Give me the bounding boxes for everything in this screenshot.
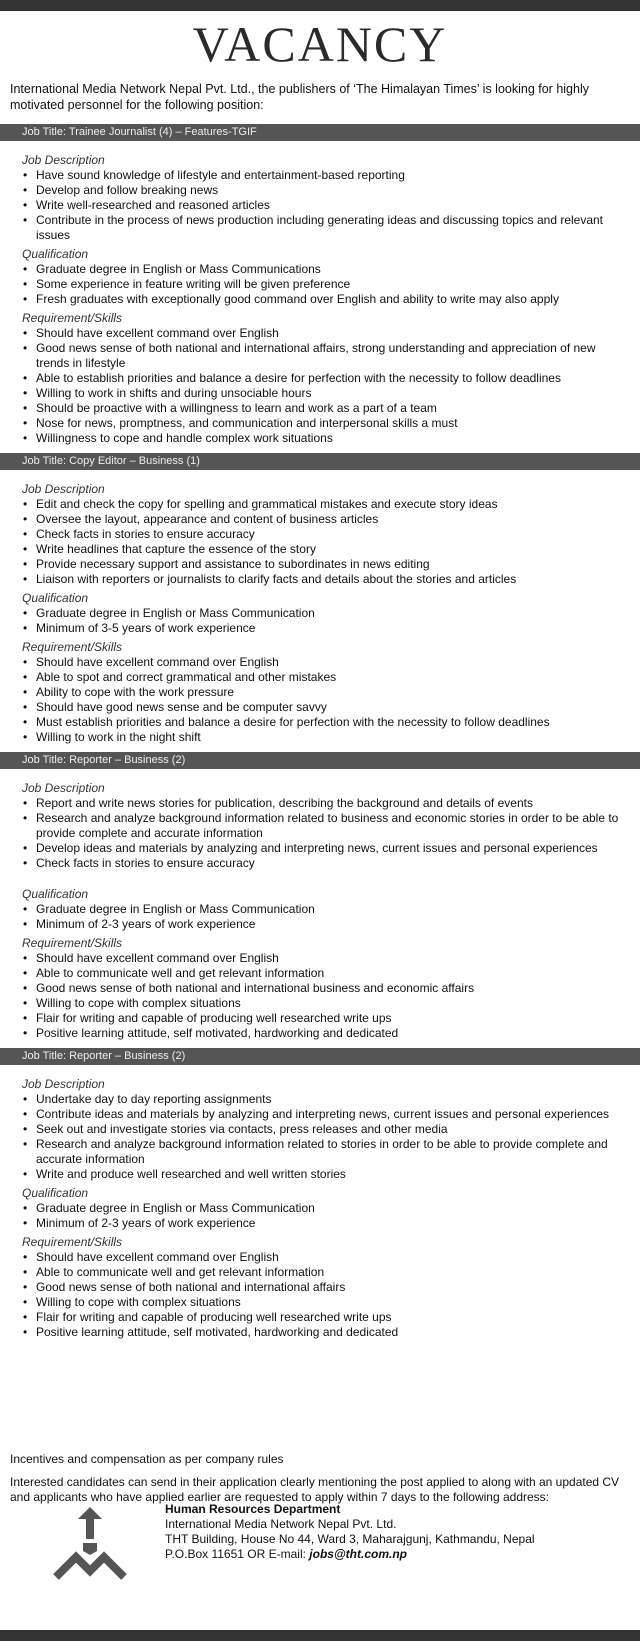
block-label: Qualification xyxy=(22,1186,89,1200)
list-item: • Good news sense of both national and international business and economic affairs xyxy=(36,981,630,996)
list-item: • Should have excellent command over English xyxy=(36,326,630,341)
list-item: • Graduate degree in English or Mass Communication xyxy=(36,1201,630,1216)
list-item: • Should have excellent command over English xyxy=(36,951,630,966)
job-section-body xyxy=(0,141,640,452)
job-sections xyxy=(0,123,640,1346)
list-item: • Contribute ideas and materials by analyzing and interpreting news, current issues and personal experiences xyxy=(36,1107,630,1122)
job-title-bar: Job Title: Copy Editor – Business (1) xyxy=(0,453,640,470)
bullet-list xyxy=(22,1092,630,1182)
list-item: • Minimum of 3-5 years of work experience xyxy=(36,621,630,636)
bullet-list xyxy=(22,606,630,636)
list-item: • Write well-researched and reasoned articles xyxy=(36,198,630,213)
block-label: Job Description xyxy=(22,482,105,496)
list-item: • Ability to cope with the work pressure xyxy=(36,685,630,700)
list-item: • Have sound knowledge of lifestyle and entertainment-based reporting xyxy=(36,168,630,183)
block-label: Qualification xyxy=(22,247,89,261)
block-label: Requirement/Skills xyxy=(22,1235,123,1249)
bullet-list xyxy=(22,796,630,871)
list-item: • Graduate degree in English or Mass Communications xyxy=(36,262,630,277)
list-item: • Report and write news stories for publication, describing the background and details of events xyxy=(36,796,630,811)
list-item: • Willing to cope with complex situations xyxy=(36,1295,630,1310)
bullet-list xyxy=(22,655,630,745)
bullet-list xyxy=(22,326,630,446)
list-item: • Minimum of 2-3 years of work experience xyxy=(36,1216,630,1231)
list-item: • Graduate degree in English or Mass Communication xyxy=(36,606,630,621)
block-label: Job Description xyxy=(22,781,105,795)
list-item: • Graduate degree in English or Mass Communication xyxy=(36,902,630,917)
list-item: • Develop ideas and materials by analyzing and interpreting news, current issues and personal experiences xyxy=(36,841,630,856)
list-item: • Research and analyze background information related to stories in order to be able to provide complete and accurate information xyxy=(36,1137,630,1167)
list-item: • Edit and check the copy for spelling and grammatical mistakes and execute story ideas xyxy=(36,497,630,512)
list-item: • Willing to work in shifts and during unsociable hours xyxy=(36,386,630,401)
block-label: Requirement/Skills xyxy=(22,936,123,950)
list-item: • Oversee the layout, appearance and content of business articles xyxy=(36,512,630,527)
spacer xyxy=(22,871,630,883)
hr-department: Human Resources Department xyxy=(165,1502,341,1516)
job-section-body xyxy=(0,1065,640,1346)
bullet-list xyxy=(22,497,630,587)
list-item: • Should have excellent command over English xyxy=(36,1250,630,1265)
list-item: • Write headlines that capture the essence of the story xyxy=(36,542,630,557)
bullet-list xyxy=(22,951,630,1041)
bullet-list xyxy=(22,1250,630,1340)
list-item: • Positive learning attitude, self motivated, hardworking and dedicated xyxy=(36,1325,630,1340)
list-item: • Willing to cope with complex situations xyxy=(36,996,630,1011)
list-item: • Some experience in feature writing will be given preference xyxy=(36,277,630,292)
list-item: • Flair for writing and capable of producing well researched write ups xyxy=(36,1011,630,1026)
job-title-bar: Job Title: Trainee Journalist (4) – Features-TGIF xyxy=(0,124,640,141)
list-item: • Research and analyze background information related to business and economic stories in order to be able to provide complete and accurate information xyxy=(36,811,630,841)
company-name: International Media Network Nepal Pvt. Ltd. xyxy=(165,1517,397,1531)
bullet-list xyxy=(22,262,630,307)
block-label: Job Description xyxy=(22,1077,105,1091)
list-item: • Should be proactive with a willingness to learn and work as a part of a team xyxy=(36,401,630,416)
building-address: THT Building, House No 44, Ward 3, Maharajgunj, Kathmandu, Nepal xyxy=(165,1532,535,1546)
bullet-list xyxy=(22,902,630,932)
block-label: Job Description xyxy=(22,153,105,167)
list-item: • Able to establish priorities and balance a desire for perfection with the necessity to follow deadlines xyxy=(36,371,630,386)
contact-line xyxy=(165,1547,535,1562)
block-label: Requirement/Skills xyxy=(22,640,123,654)
list-item: • Good news sense of both national and international affairs xyxy=(36,1280,630,1295)
list-item: • Able to spot and correct grammatical and other mistakes xyxy=(36,670,630,685)
job-section-body xyxy=(0,769,640,1047)
bullet-list xyxy=(22,1201,630,1231)
page-title: VACANCY xyxy=(192,16,448,72)
list-item: • Flair for writing and capable of producing well researched write ups xyxy=(36,1310,630,1325)
list-item: • Write and produce well researched and well written stories xyxy=(36,1167,630,1182)
list-item: • Good news sense of both national and international affairs, strong understanding and appreciation of new trends in lifestyle xyxy=(36,341,630,371)
list-item: • Liaison with reporters or journalists to clarify facts and details about the stories and articles xyxy=(36,572,630,587)
job-section-body xyxy=(0,470,640,751)
apply-text: Interested candidates can send in their application clearly mentioning the post applied to along with an updated CV and applicants who have applied earlier are requested to apply within 7 days to the following address: xyxy=(10,1475,620,1504)
list-item: • Nose for news, promptness, and communication and interpersonal skills a must xyxy=(36,416,630,431)
list-item: • Minimum of 2-3 years of work experience xyxy=(36,917,630,932)
pobox-text: P.O.Box 11651 OR E-mail: xyxy=(165,1547,310,1561)
list-item: • Contribute in the process of news production including generating ideas and discussing topics and relevant issues xyxy=(36,213,630,243)
list-item: • Willing to work in the night shift xyxy=(36,730,630,745)
block-label: Qualification xyxy=(22,887,89,901)
list-item: • Must establish priorities and balance a desire for perfection with the necessity to follow deadlines xyxy=(36,715,630,730)
job-title-bar: Job Title: Reporter – Business (2) xyxy=(0,1048,640,1065)
bullet-list xyxy=(22,168,630,243)
bottom-border xyxy=(0,1630,640,1641)
list-item: • Provide necessary support and assistance to subordinates in news editing xyxy=(36,557,630,572)
list-item: • Check facts in stories to ensure accuracy xyxy=(36,856,630,871)
address-block xyxy=(165,1502,535,1562)
company-logo-icon xyxy=(50,1505,150,1585)
list-item: • Develop and follow breaking news xyxy=(36,183,630,198)
top-border xyxy=(0,0,640,11)
list-item: • Willingness to cope and handle complex work situations xyxy=(36,431,630,446)
intro-text: International Media Network Nepal Pvt. Ltd., the publishers of ‘The Himalayan Times’ is looking for highly motivated personnel for the following position: xyxy=(10,82,589,112)
list-item: • Check facts in stories to ensure accuracy xyxy=(36,527,630,542)
incentives-text: Incentives and compensation as per company rules xyxy=(10,1452,284,1466)
list-item: • Undertake day to day reporting assignments xyxy=(36,1092,630,1107)
list-item: • Seek out and investigate stories via contacts, press releases and other media xyxy=(36,1122,630,1137)
job-title-bar: Job Title: Reporter – Business (2) xyxy=(0,752,640,769)
list-item: • Fresh graduates with exceptionally good command over English and ability to write may also apply xyxy=(36,292,630,307)
list-item: • Able to communicate well and get relevant information xyxy=(36,966,630,981)
list-item: • Should have good news sense and be computer savvy xyxy=(36,700,630,715)
email-link[interactable]: jobs@tht.com.np xyxy=(309,1547,407,1561)
block-label: Requirement/Skills xyxy=(22,311,123,325)
list-item: • Able to communicate well and get relevant information xyxy=(36,1265,630,1280)
list-item: • Should have excellent command over English xyxy=(36,655,630,670)
list-item: • Positive learning attitude, self motivated, hardworking and dedicated xyxy=(36,1026,630,1041)
block-label: Qualification xyxy=(22,591,89,605)
